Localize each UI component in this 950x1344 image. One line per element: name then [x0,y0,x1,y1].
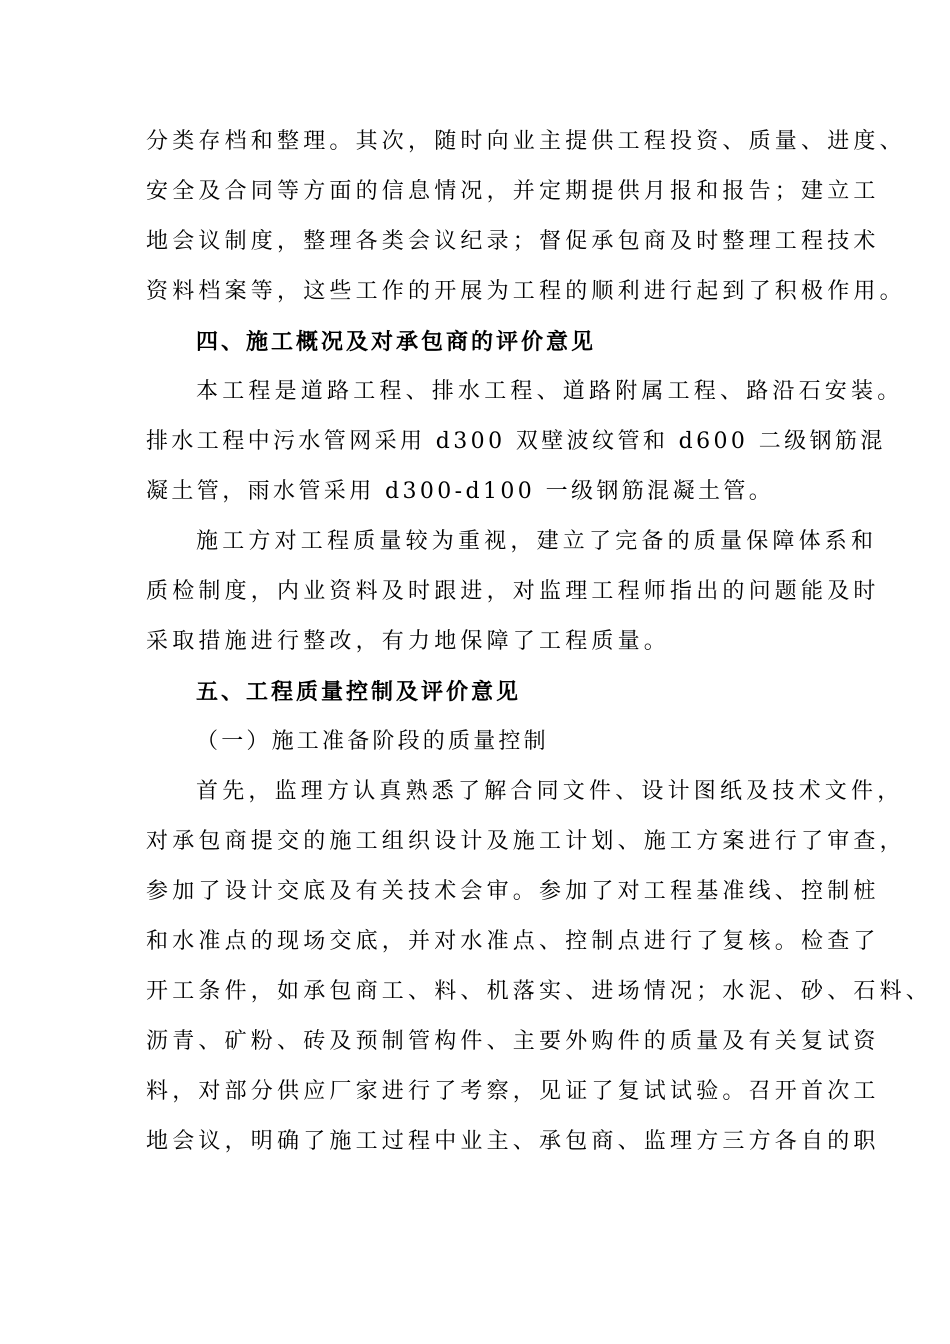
body-text-line: 地会议，明确了施工过程中业主、承包商、监理方三方各自的职 [146,1129,880,1154]
body-text-line: 料，对部分供应厂家进行了考察，见证了复试试验。召开首次工 [146,1079,880,1104]
body-text-line: 采取措施进行整改，有力地保障了工程质量。 [146,629,671,654]
section-heading: 四、施工概况及对承包商的评价意见 [196,329,597,355]
body-text-line: 和水准点的现场交底，并对水准点、控制点进行了复核。检查了 [146,929,880,954]
body-text-line: 地会议制度，整理各类会议纪录；督促承包商及时整理工程技术 [146,229,880,254]
body-text-line: 本工程是道路工程、排水工程、道路附属工程、路沿石安装。 [196,379,904,404]
body-text-line: 沥青、矿粉、砖及预制管构件、主要外购件的质量及有关复试资 [146,1029,880,1054]
body-text-line: 施工方对工程质量较为重视，建立了完备的质量保障体系和 [196,529,878,554]
subsection-heading: （一）施工准备阶段的质量控制 [196,729,549,754]
body-text-line: 安全及合同等方面的信息情况，并定期提供月报和报告；建立工 [146,179,880,204]
body-text-line: 对承包商提交的施工组织设计及施工计划、施工方案进行了审查， [146,829,906,854]
body-text-line: 首先，监理方认真熟悉了解合同文件、设计图纸及技术文件， [196,779,904,804]
body-text-line: 开工条件，如承包商工、料、机落实、进场情况；水泥、砂、石料、 [146,979,933,1004]
body-text-line: 资料档案等，这些工作的开展为工程的顺利进行起到了积极作用。 [146,279,906,304]
section-heading: 五、工程质量控制及评价意见 [196,679,522,705]
body-text-line: 参加了设计交底及有关技术会审。参加了对工程基准线、控制桩 [146,879,880,904]
body-text-line: 排水工程中污水管网采用 d300 双壁波纹管和 d600 二级钢筋混 [146,429,886,454]
body-text-line: 质检制度，内业资料及时跟进，对监理工程师指出的问题能及时 [146,579,880,604]
body-text-line: 分类存档和整理。其次，随时向业主提供工程投资、质量、进度、 [146,129,906,154]
body-text-line: 凝土管，雨水管采用 d300-d100 一级钢筋混凝土管。 [146,479,775,504]
